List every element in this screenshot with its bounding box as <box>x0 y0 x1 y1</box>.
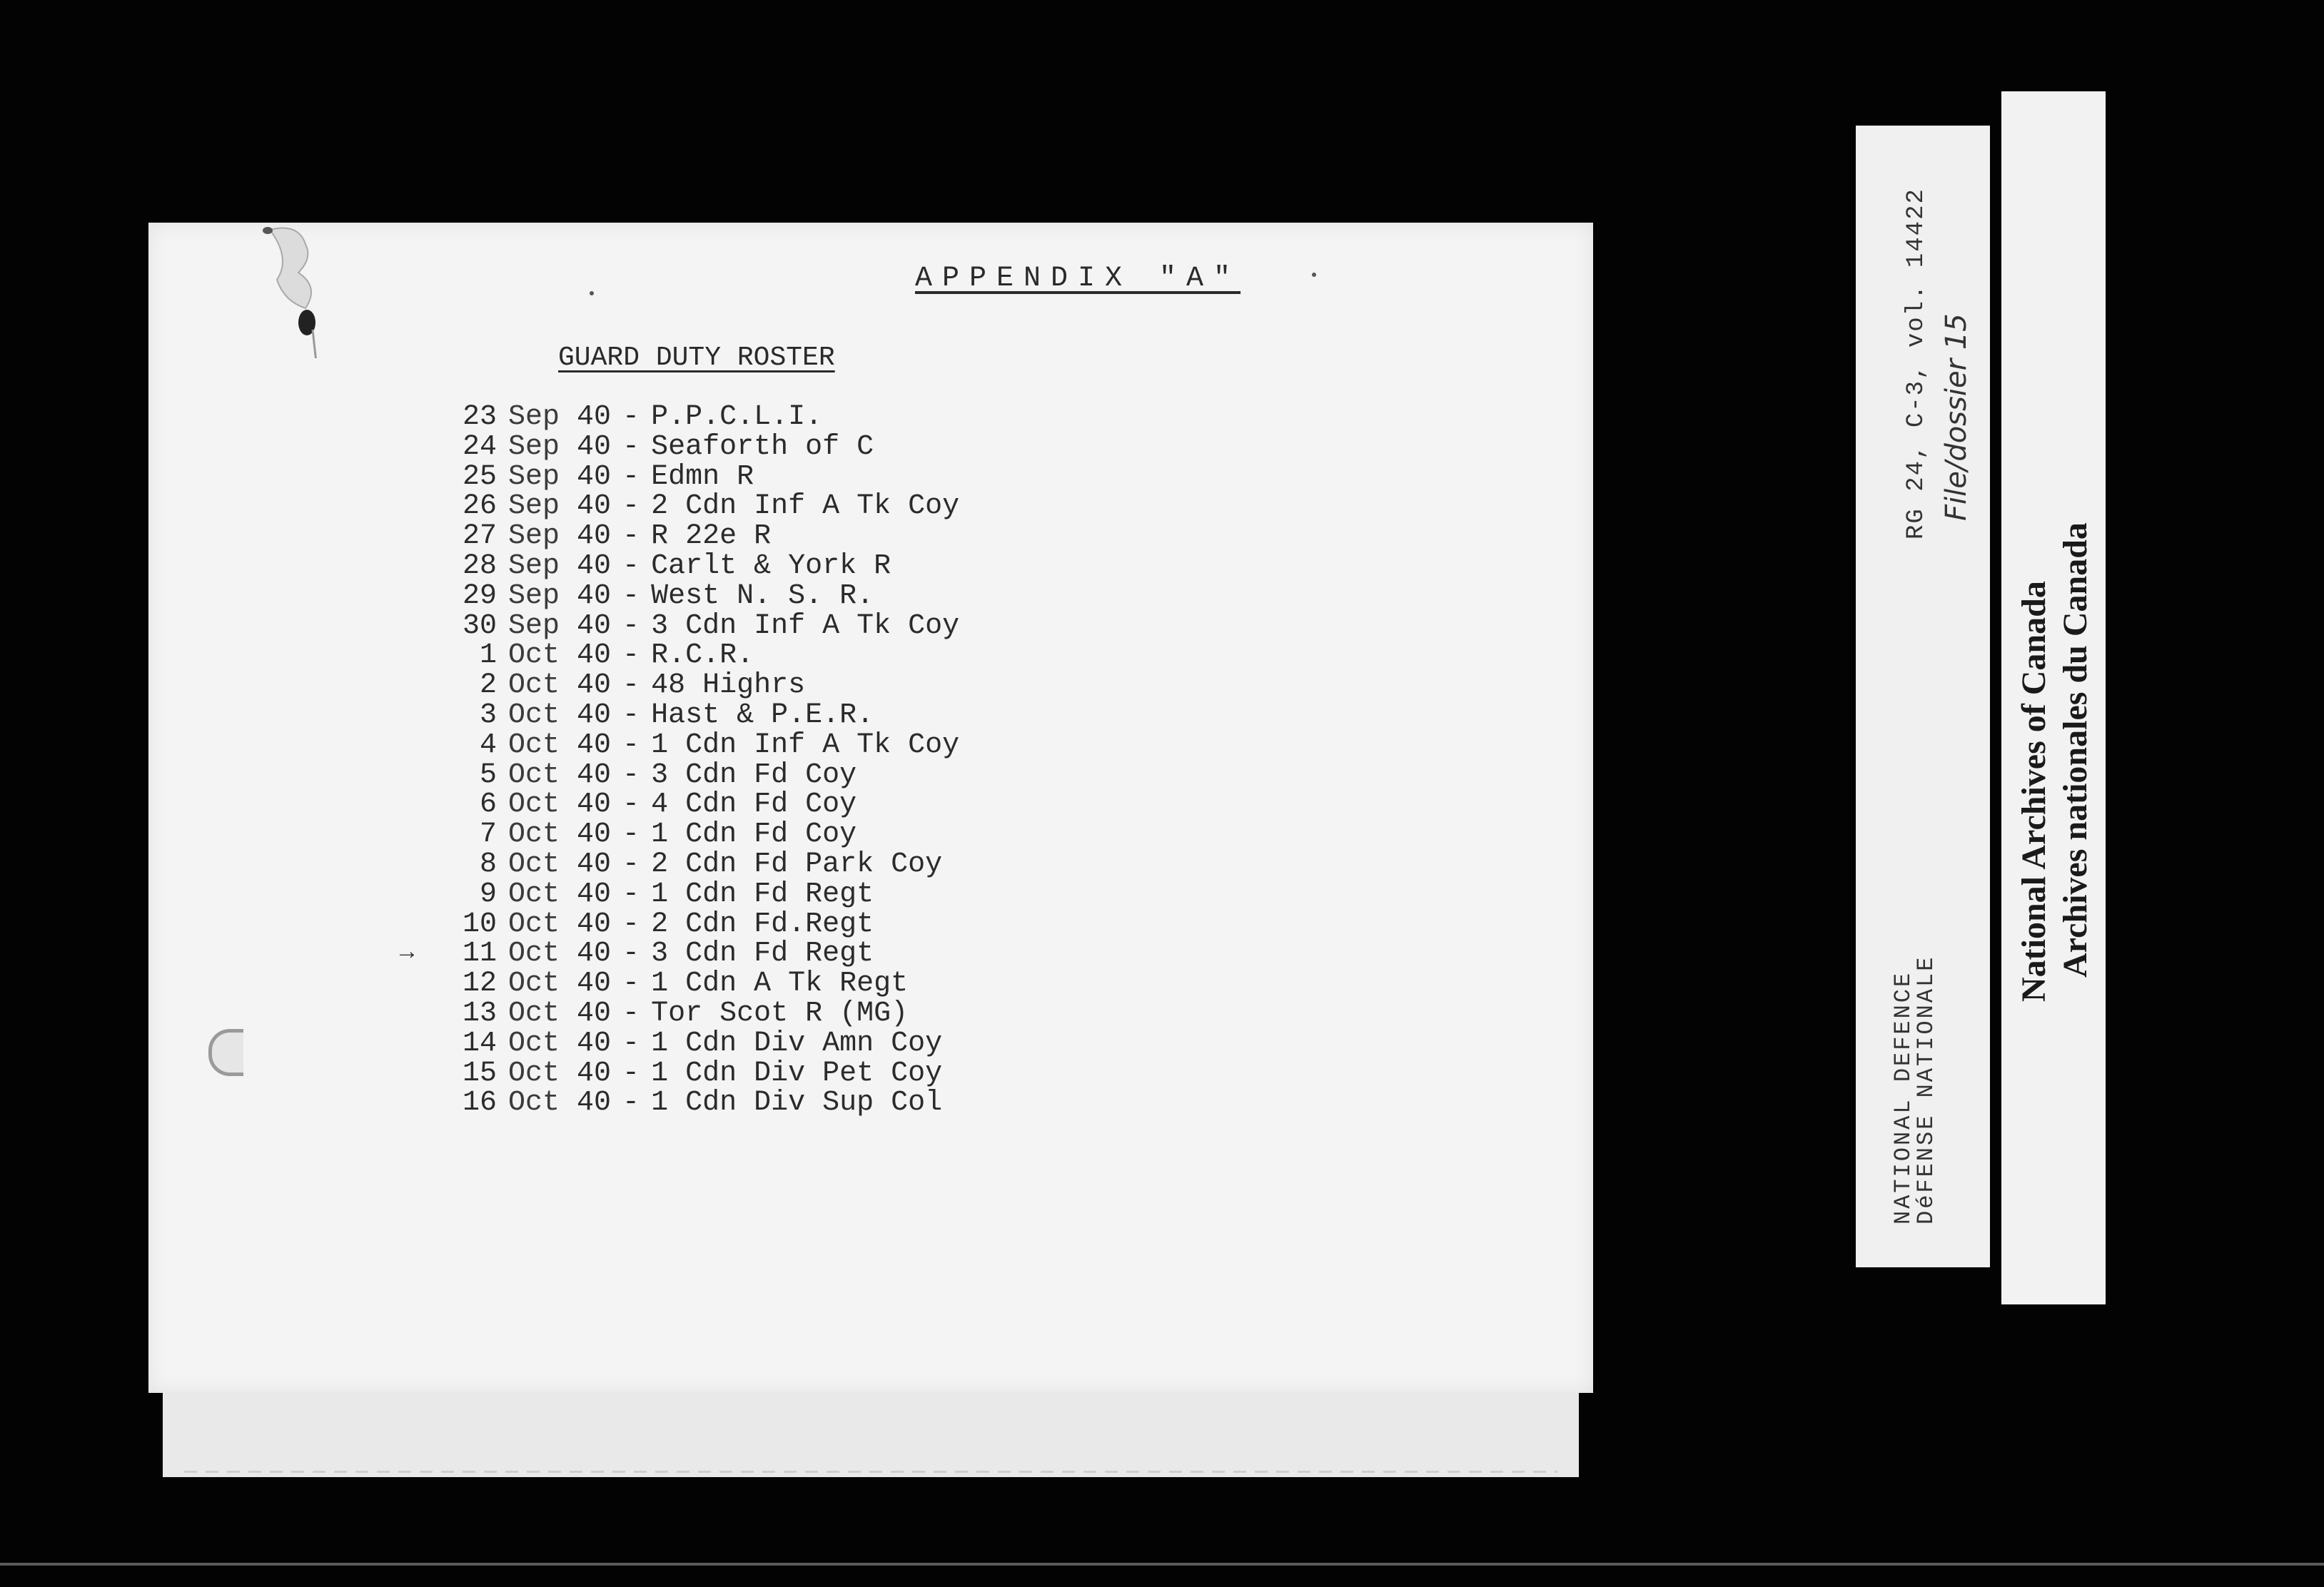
roster-day: 5 <box>479 759 497 791</box>
roster-unit: Seaforth of C <box>651 430 874 463</box>
archives-name-french: Archives nationales du Canada <box>2056 522 2094 978</box>
roster-unit: 2 Cdn Fd Park Coy <box>651 848 943 881</box>
roster-year: 40 <box>577 520 612 553</box>
roster-unit: Edmn R <box>651 460 754 493</box>
roster-separator: - <box>622 520 640 553</box>
roster-unit: 1 Cdn Fd Coy <box>651 818 857 851</box>
roster-year: 40 <box>577 490 612 523</box>
roster-separator: - <box>622 1027 640 1060</box>
department-english: NATIONAL DEFENCE <box>1890 970 1916 1225</box>
roster-separator: - <box>622 1087 640 1120</box>
roster-month: Oct <box>508 968 560 1000</box>
roster-day: 10 <box>462 908 497 940</box>
roster-unit: 4 Cdn Fd Coy <box>651 789 857 821</box>
roster-month: Oct <box>508 1057 560 1090</box>
roster-day: 8 <box>479 848 497 881</box>
department-french: DéFENSE NATIONALE <box>1913 955 1939 1225</box>
roster-separator: - <box>622 968 640 1000</box>
roster-entry <box>451 1059 959 1089</box>
roster-month: Oct <box>508 878 560 911</box>
roster-year: 40 <box>577 848 612 881</box>
roster-month: Sep <box>508 549 560 582</box>
roster-month: Oct <box>508 729 560 761</box>
roster-day: 2 <box>479 669 497 702</box>
roster-entry <box>451 402 959 432</box>
roster-day: 23 <box>462 401 497 433</box>
roster-day: 11 <box>462 938 497 970</box>
underlying-sheet <box>163 1384 1579 1477</box>
roster-year: 40 <box>577 430 612 463</box>
roster-separator: - <box>622 490 640 523</box>
roster-entry <box>451 910 959 940</box>
roster-unit: Tor Scot R (MG) <box>651 997 909 1030</box>
roster-unit: 1 Cdn Inf A Tk Coy <box>651 729 960 761</box>
roster-day: 30 <box>462 609 497 642</box>
roster-month: Oct <box>508 639 560 672</box>
roster-unit: 1 Cdn Fd Regt <box>651 878 874 911</box>
roster-month: Sep <box>508 430 560 463</box>
roster-day: 12 <box>462 968 497 1000</box>
roster-year: 40 <box>577 401 612 433</box>
roster-year: 40 <box>577 759 612 791</box>
roster-year: 40 <box>577 878 612 911</box>
roster-unit: 1 Cdn A Tk Regt <box>651 968 909 1000</box>
roster-year: 40 <box>577 579 612 612</box>
roster-unit: 2 Cdn Fd.Regt <box>651 908 874 940</box>
roster-day: 28 <box>462 549 497 582</box>
roster-separator: - <box>622 878 640 911</box>
roster-year: 40 <box>577 549 612 582</box>
roster-year: 40 <box>577 938 612 970</box>
roster-year: 40 <box>577 908 612 940</box>
roster-month: Oct <box>508 848 560 881</box>
roster-entry <box>451 1029 959 1059</box>
roster-year: 40 <box>577 639 612 672</box>
roster-entry <box>451 850 959 880</box>
roster-entry <box>451 432 959 462</box>
roster-unit: West N. S. R. <box>651 579 874 612</box>
speck <box>263 227 273 234</box>
roster-unit: 1 Cdn Div Sup Col <box>651 1087 943 1120</box>
roster-entry <box>451 969 959 999</box>
roster-day: 13 <box>462 997 497 1030</box>
roster-entry <box>451 641 959 671</box>
roster-day: 6 <box>479 789 497 821</box>
roster-separator: - <box>622 759 640 791</box>
roster-day: 29 <box>462 579 497 612</box>
roster-unit: 48 Highrs <box>651 669 806 702</box>
roster-separator: - <box>622 549 640 582</box>
roster-year: 40 <box>577 1057 612 1090</box>
roster-month: Sep <box>508 520 560 553</box>
roster-month: Sep <box>508 490 560 523</box>
roster-unit: 3 Cdn Fd Regt <box>651 938 874 970</box>
roster-year: 40 <box>577 1087 612 1120</box>
roster-day: 15 <box>462 1057 497 1090</box>
roster-entry <box>451 609 960 642</box>
roster-year: 40 <box>577 460 612 493</box>
roster-entry <box>400 938 959 970</box>
roster-entry <box>451 522 959 552</box>
roster-year: 40 <box>577 789 612 821</box>
roster-day: 7 <box>479 818 497 851</box>
roster-day: 3 <box>479 699 497 731</box>
roster-unit: 3 Cdn Fd Coy <box>651 759 857 791</box>
roster-entry <box>451 761 959 791</box>
roster-separator: - <box>622 639 640 672</box>
roster-entry <box>451 820 959 850</box>
roster-separator: - <box>622 609 640 642</box>
roster-separator: - <box>622 699 640 731</box>
roster-month: Oct <box>508 908 560 940</box>
document-sheet <box>148 223 1593 1393</box>
punch-hole <box>208 1029 243 1076</box>
roster-day: 9 <box>479 878 497 911</box>
roster-separator: - <box>622 848 640 881</box>
film-edge-line <box>0 1563 2324 1566</box>
roster-entry <box>451 462 959 492</box>
roster-separator: - <box>622 1057 640 1090</box>
roster-unit: 2 Cdn Inf A Tk Coy <box>651 490 960 523</box>
speck <box>590 291 594 295</box>
speck <box>1312 273 1316 277</box>
roster-month: Oct <box>508 1027 560 1060</box>
roster-day: 14 <box>462 1027 497 1060</box>
roster-month: Sep <box>508 579 560 612</box>
archive-reference: RG 24, C-3, vol. 14422 <box>1903 188 1930 539</box>
roster-unit: Carlt & York R <box>651 549 891 582</box>
roster-title: GUARD DUTY ROSTER <box>558 343 835 373</box>
roster-unit: P.P.C.L.I. <box>651 401 823 433</box>
roster-entry <box>451 671 959 701</box>
roster-entry <box>451 701 959 731</box>
roster-year: 40 <box>577 997 612 1030</box>
roster-separator: - <box>622 938 640 970</box>
roster-year: 40 <box>577 968 612 1000</box>
roster-unit: Hast & P.E.R. <box>651 699 874 731</box>
roster-day: 4 <box>479 729 497 761</box>
roster-year: 40 <box>577 669 612 702</box>
roster-year: 40 <box>577 729 612 761</box>
roster-separator: - <box>622 669 640 702</box>
roster-day: 24 <box>462 430 497 463</box>
roster-entry <box>451 1088 959 1118</box>
roster-month: Sep <box>508 401 560 433</box>
roster-separator: - <box>622 401 640 433</box>
roster-entry <box>451 999 959 1029</box>
roster-year: 40 <box>577 1027 612 1060</box>
roster-day: 25 <box>462 460 497 493</box>
torn-corner-mark <box>256 216 355 358</box>
roster-day: 1 <box>479 639 497 672</box>
archives-name-english: National Archives of Canada <box>2015 581 2053 1002</box>
roster-unit: R.C.R. <box>651 639 754 672</box>
roster-month: Oct <box>508 938 560 970</box>
roster-day: 26 <box>462 490 497 523</box>
roster-day: 27 <box>462 520 497 553</box>
roster-unit: R 22e R <box>651 520 772 553</box>
roster-month: Oct <box>508 669 560 702</box>
roster-year: 40 <box>577 609 612 642</box>
roster-month: Oct <box>508 759 560 791</box>
roster-entry <box>451 549 959 582</box>
roster-separator: - <box>622 908 640 940</box>
roster-month: Oct <box>508 997 560 1030</box>
roster-separator: - <box>622 789 640 821</box>
roster-separator: - <box>622 430 640 463</box>
roster-year: 40 <box>577 699 612 731</box>
arrow-mark-icon: → <box>400 940 415 968</box>
roster-entry <box>451 579 959 612</box>
appendix-heading: APPENDIX "A" <box>915 263 1241 295</box>
roster-day: 16 <box>462 1087 497 1120</box>
roster-month: Oct <box>508 789 560 821</box>
roster-entry <box>451 790 959 820</box>
roster-month: Oct <box>508 818 560 851</box>
roster-separator: - <box>622 997 640 1030</box>
roster-month: Oct <box>508 699 560 731</box>
roster-separator: - <box>622 818 640 851</box>
roster-list <box>400 401 960 1120</box>
roster-entry <box>451 731 959 761</box>
roster-year: 40 <box>577 818 612 851</box>
roster-separator: - <box>622 729 640 761</box>
roster-entry <box>451 880 959 910</box>
roster-unit: 3 Cdn Inf A Tk Coy <box>651 609 960 642</box>
roster-entry <box>451 492 959 522</box>
roster-separator: - <box>622 579 640 612</box>
roster-unit: 1 Cdn Div Pet Coy <box>651 1057 943 1090</box>
roster-month: Oct <box>508 1087 560 1120</box>
roster-month: Sep <box>508 609 560 642</box>
roster-unit: 1 Cdn Div Amn Coy <box>651 1027 943 1060</box>
roster-month: Sep <box>508 460 560 493</box>
roster-separator: - <box>622 460 640 493</box>
file-number: File/dossier 15 <box>1940 313 1973 521</box>
